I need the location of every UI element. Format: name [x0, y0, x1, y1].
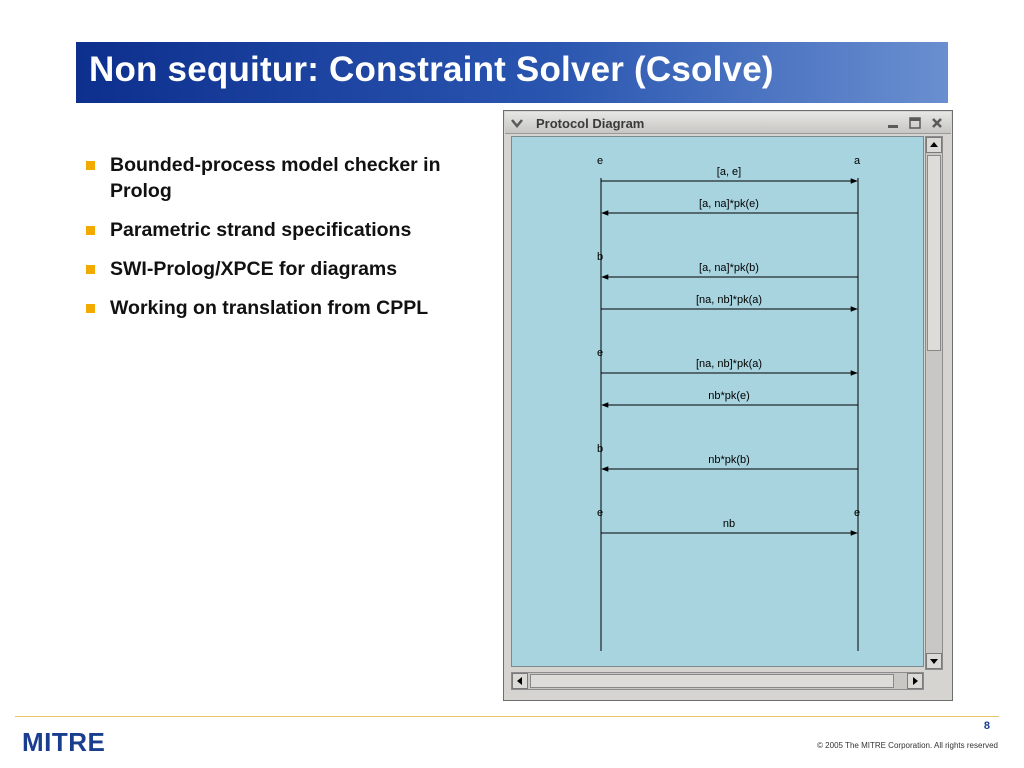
- horizontal-scrollbar[interactable]: [511, 672, 924, 690]
- triangle-down-icon: [927, 654, 941, 668]
- bullet-text: Parametric strand specifications: [110, 219, 412, 241]
- close-icon[interactable]: [929, 115, 945, 131]
- protocol-diagram: [512, 137, 924, 667]
- minimize-icon[interactable]: [885, 115, 901, 131]
- message-label: nb*pk(e): [708, 390, 750, 402]
- bullet-square-icon: [86, 265, 95, 274]
- role-label-left: e: [596, 347, 604, 359]
- horizontal-scroll-thumb[interactable]: [530, 674, 894, 688]
- bullet-text: Working on translation from CPPL: [110, 297, 429, 319]
- role-label-right: e: [853, 507, 861, 519]
- triangle-right-icon: [908, 674, 922, 688]
- bullet-item: [86, 152, 496, 204]
- bullet-square-icon: [86, 304, 95, 313]
- copyright-notice: © 2005 The MITRE Corporation. All rights reserved: [817, 741, 998, 750]
- bullet-item: [86, 217, 496, 243]
- role-label-left: b: [596, 443, 604, 455]
- diagram-canvas: [511, 136, 924, 667]
- role-label-left: b: [596, 251, 604, 263]
- scroll-down-button[interactable]: [926, 653, 942, 669]
- slide-title: Non sequitur: Constraint Solver (Csolve): [89, 50, 774, 89]
- slide-title-bar: [76, 42, 948, 103]
- message-label: nb: [722, 518, 736, 530]
- window-title: Protocol Diagram: [536, 116, 645, 131]
- protocol-diagram-window: [503, 110, 953, 701]
- message-label: [na, nb]*pk(a): [695, 294, 763, 306]
- message-label: [na, nb]*pk(a): [695, 358, 763, 370]
- triangle-up-icon: [927, 138, 941, 152]
- role-label-left: e: [596, 507, 604, 519]
- vertical-scrollbar[interactable]: [925, 136, 943, 670]
- message-label: nb*pk(b): [708, 454, 750, 466]
- chevron-down-icon[interactable]: [509, 115, 525, 131]
- page-number: 8: [983, 720, 990, 732]
- scroll-right-button[interactable]: [907, 673, 923, 689]
- window-titlebar[interactable]: [505, 112, 951, 134]
- maximize-icon[interactable]: [907, 115, 923, 131]
- message-label: [a, na]*pk(b): [699, 262, 759, 274]
- bullet-square-icon: [86, 226, 95, 235]
- bullet-square-icon: [86, 161, 95, 170]
- message-label: [a, e]: [716, 166, 742, 178]
- bullet-item: [86, 295, 496, 321]
- role-label-right: a: [853, 155, 861, 167]
- bullet-text: SWI-Prolog/XPCE for diagrams: [110, 258, 398, 280]
- bullet-item: [86, 256, 496, 282]
- scroll-up-button[interactable]: [926, 137, 942, 153]
- role-label-left: e: [596, 155, 604, 167]
- scroll-left-button[interactable]: [512, 673, 528, 689]
- footer-divider: [15, 716, 999, 717]
- vertical-scroll-thumb[interactable]: [927, 155, 941, 351]
- message-label: [a, na]*pk(e): [699, 198, 759, 210]
- bullet-text: Bounded-process model checker in Prolog: [110, 154, 441, 202]
- triangle-left-icon: [513, 674, 527, 688]
- mitre-logo: MITRE: [22, 727, 106, 757]
- bullet-list: [86, 152, 496, 334]
